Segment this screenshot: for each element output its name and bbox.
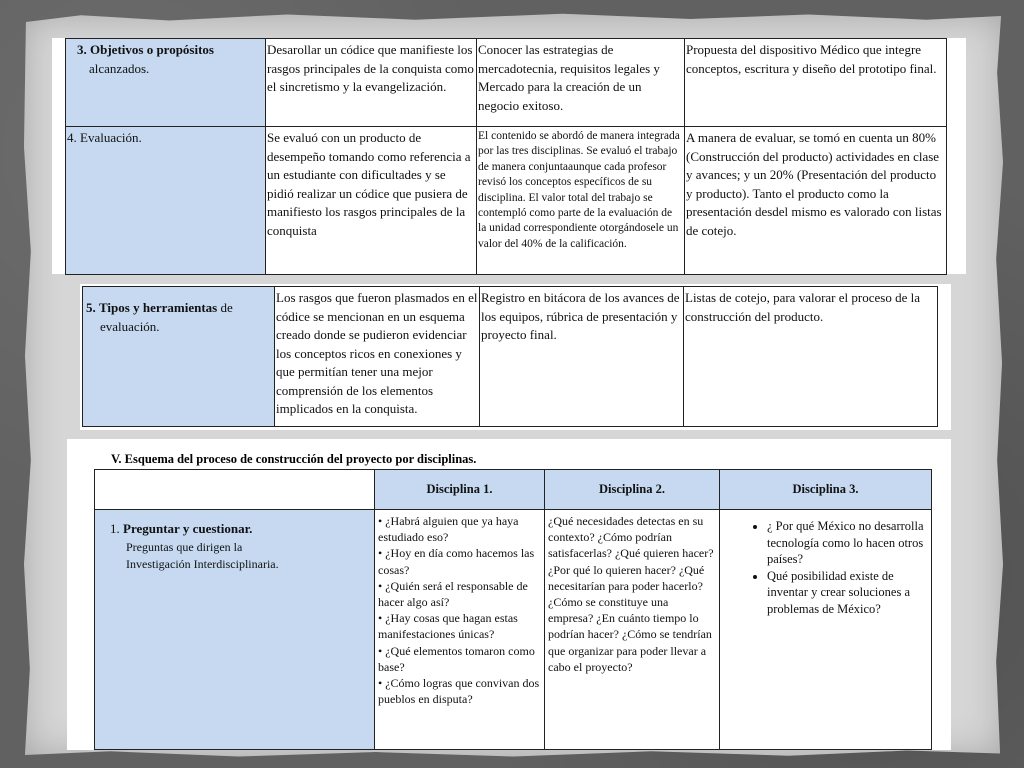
document-section-objectives-evaluation <box>52 38 966 274</box>
list-item: • ¿Qué elementos tomaron como base? <box>378 643 535 674</box>
label-title: Preguntar y cuestionar. <box>123 521 253 536</box>
cell-discipline-2: ¿Qué necesidades detectas en su contexto? ¿Cómo podrían satisfacerlas? ¿Qué quieren hacer? ¿Por qué lo quieren hacer? ¿Qué necesitarían para poder hacerlo? ¿Cómo se constituye una empresa? ¿En cuánto tiempo lo podrían hacer? ¿Cómo se tendrían que organizar para poder llevar a cabo el proyecto? <box>545 510 720 750</box>
row-label-evaluacion: 4. Evaluación. <box>66 127 266 275</box>
document-section-process-scheme <box>67 439 951 750</box>
label-subtitle: evaluación. <box>100 318 160 334</box>
header-discipline-3: Disciplina 3. <box>720 470 932 510</box>
list-item: • ¿Cómo logras que convivan dos pueblos en disputa? <box>378 676 540 707</box>
header-discipline-2: Disciplina 2. <box>545 470 720 510</box>
list-item: • Qué posibilidad existe de inventar y crear soluciones a problemas de México? <box>767 568 930 618</box>
header-discipline-1: Disciplina 1. <box>375 470 545 510</box>
cell-discipline-3: A manera de evaluar, se tomó en cuenta un 80% (Construcción del producto) actividades en clase y avances; y un 20% (Presentación del producto y producto). Tanto el producto como la presentación desdel mismo es valorado con listas de cotejo. <box>685 127 947 275</box>
label-subtitle: alcanzados. <box>89 60 150 76</box>
questions-list-3 <box>721 518 930 617</box>
label-title: Tipos y herramientas <box>99 300 218 315</box>
table-row <box>66 39 947 127</box>
objectives-evaluation-table <box>65 38 947 275</box>
header-blank <box>95 470 375 510</box>
list-item: • ¿Quién será el responsable de hacer algo así? <box>378 578 528 610</box>
questions-list-1 <box>378 513 541 707</box>
label-subtitle-2: Investigación Interdisciplinaria. <box>126 556 279 571</box>
cell-discipline-3: Propuesta del dispositivo Médico que integre conceptos, escritura y diseño del prototipo final. <box>685 39 947 127</box>
table-header-row <box>95 470 932 510</box>
cell-discipline-1: Desarollar un códice que manifieste los rasgos principales de la conquista como el sincretismo y la evangelización. <box>266 39 477 127</box>
label-number: 5. <box>86 300 96 315</box>
label-title: Objetivos o propósitos <box>90 42 214 57</box>
table-row <box>83 287 938 427</box>
label-number: 3. <box>77 42 87 57</box>
cell-discipline-2: Conocer las estrategias de mercadotecnia, requisitos legales y Mercado para la creación de un negocio exitoso. <box>477 39 685 127</box>
cell-discipline-1 <box>375 510 545 750</box>
cell-discipline-3: Listas de cotejo, para valorar el proceso de la construcción del producto. <box>684 287 938 427</box>
label-number: 1. <box>110 521 120 536</box>
cell-discipline-1: Los rasgos que fueron plasmados en el códice se mencionan en un esquema creado donde se pudieron evidenciar los conceptos ricos en conexiones y que permitían tener una mejor comprensión de los elementos implicados en la conquista. <box>275 287 480 427</box>
row-label-tipos <box>83 287 275 427</box>
cell-discipline-1: Se evaluó con un producto de desempeño tomando como referencia a un estudiante con dificultades y se pidió realizar un códice que pusiera de manifiesto los rasgos principales de la conquista <box>266 127 477 275</box>
list-item: • ¿Hay cosas que hagan estas manifestaciones únicas? <box>378 611 518 642</box>
label-subtitle-1: Preguntas que dirigen la <box>126 539 243 554</box>
list-item: • ¿ Por qué México no desarrolla tecnología como lo hacen otros países? <box>767 518 930 568</box>
document-section-evaluation-tools <box>80 284 951 430</box>
label-de: de <box>220 300 233 315</box>
row-label-preguntar <box>95 510 375 750</box>
table-row <box>66 127 947 275</box>
cell-discipline-2: El contenido se abordó de manera integrada por las tres disciplinas. Se evaluó el trabajo de manera conjuntaaunque cada profesor revisó los conceptos específicos de su disciplina. El valor total del trabajo se contempló como parte de la evaluación de la unidad correspondiente otorgándosele un valor del 40% de la calificación. <box>477 127 685 275</box>
table-row <box>95 510 932 750</box>
cell-discipline-3 <box>720 510 932 750</box>
process-scheme-table <box>94 469 932 750</box>
row-label-objetivos <box>66 39 266 127</box>
list-item: • ¿Habrá alguien que ya haya estudiado eso? <box>378 514 519 545</box>
evaluation-tools-table <box>82 286 938 427</box>
list-item: • ¿Hoy en día como hacemos las cosas? <box>378 546 535 577</box>
section-title: V. Esquema del proceso de construcción del proyecto por disciplinas. <box>111 452 477 466</box>
cell-discipline-2: Registro en bitácora de los avances de los equipos, rúbrica de presentación y proyecto final. <box>480 287 684 427</box>
